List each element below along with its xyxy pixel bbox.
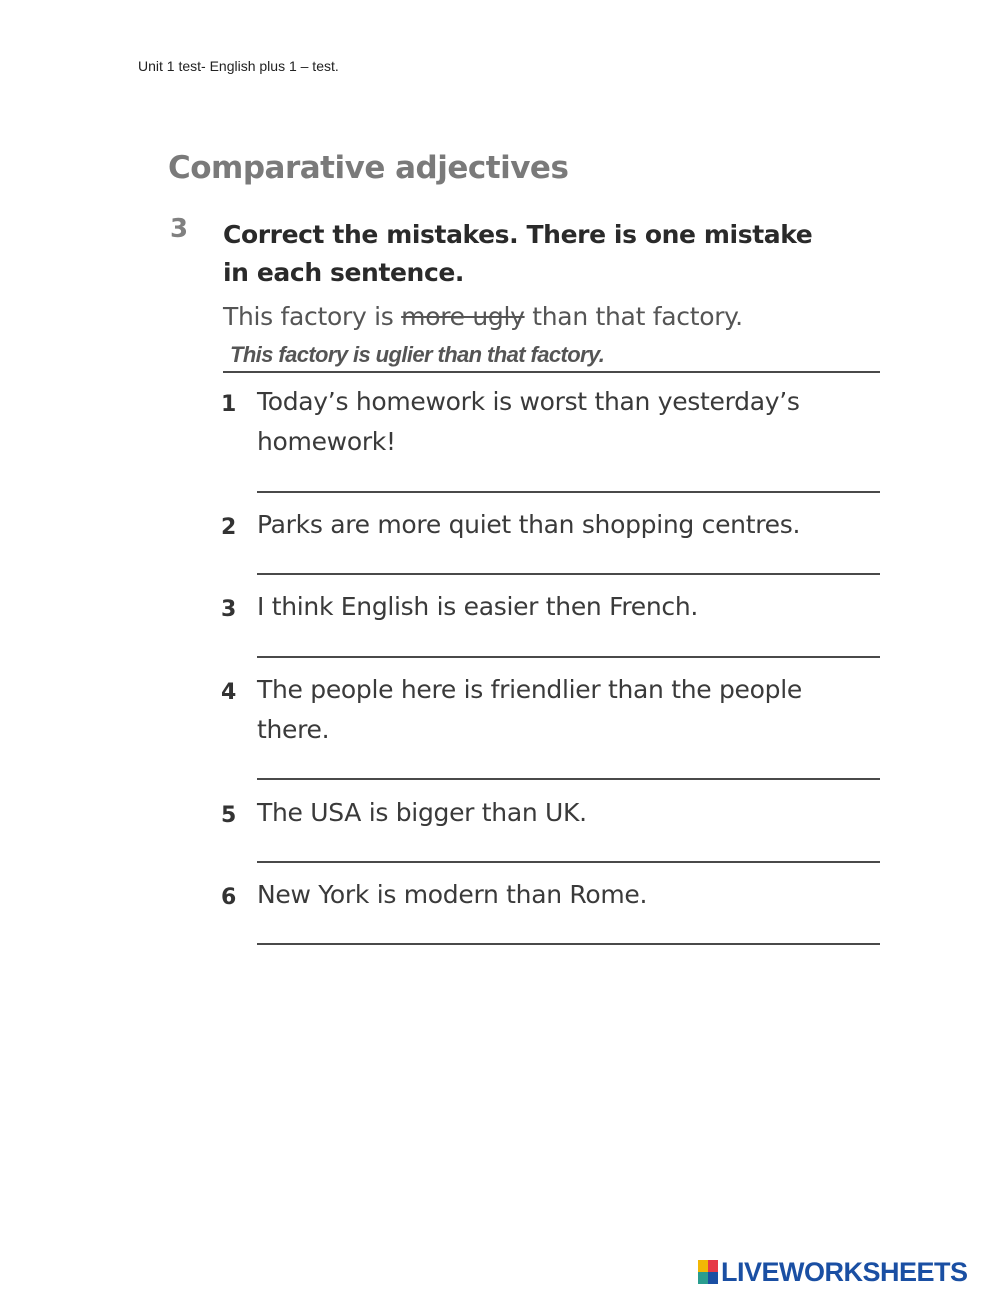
item-sentence: The USA is bigger than UK. — [257, 798, 587, 827]
answer-line-6[interactable] — [257, 943, 880, 945]
item-number: 3 — [221, 597, 237, 622]
example-answer: This factory is uglier than that factory. — [230, 342, 605, 367]
answer-line-1[interactable] — [257, 491, 880, 493]
logo-mark-square — [708, 1260, 718, 1272]
answer-line-4[interactable] — [257, 778, 880, 780]
item-number: 6 — [221, 885, 237, 910]
liveworksheets-logo — [698, 1257, 968, 1287]
section-title: Comparative adjectives — [168, 150, 569, 186]
exercise-instruction: Correct the mistakes. There is one mistake in each sentence. — [223, 220, 813, 287]
example-after: than that factory. — [524, 302, 743, 331]
logo-text: LIVEWORKSHEETS — [721, 1256, 968, 1287]
header-note: Unit 1 test- English plus 1 – test. — [138, 58, 339, 74]
item-number: 4 — [221, 680, 237, 705]
item-sentence: I think English is easier then French. — [257, 592, 699, 621]
answer-line-2[interactable] — [257, 573, 880, 575]
answer-line-5[interactable] — [257, 861, 880, 863]
logo-mark-icon — [698, 1260, 718, 1284]
item-number: 1 — [221, 392, 237, 417]
logo-mark-square — [698, 1260, 708, 1272]
example-struck-text: more ugly — [401, 302, 525, 331]
logo-mark-square — [698, 1272, 708, 1284]
item-number: 2 — [221, 515, 237, 540]
answer-line-3[interactable] — [257, 656, 880, 658]
exercise-number: 3 — [170, 214, 189, 244]
item-sentence: The people here is friendlier than the people there. — [257, 675, 802, 744]
item-sentence: Parks are more quiet than shopping centres. — [257, 510, 801, 539]
example-answer-line — [223, 371, 880, 373]
item-sentence: Today’s homework is worst than yesterday’s homework! — [257, 387, 800, 456]
item-number: 5 — [221, 803, 237, 828]
item-sentence: New York is modern than Rome. — [257, 880, 648, 909]
logo-mark-square — [708, 1272, 718, 1284]
example-before: This factory is — [223, 302, 402, 331]
example-sentence — [223, 302, 743, 331]
